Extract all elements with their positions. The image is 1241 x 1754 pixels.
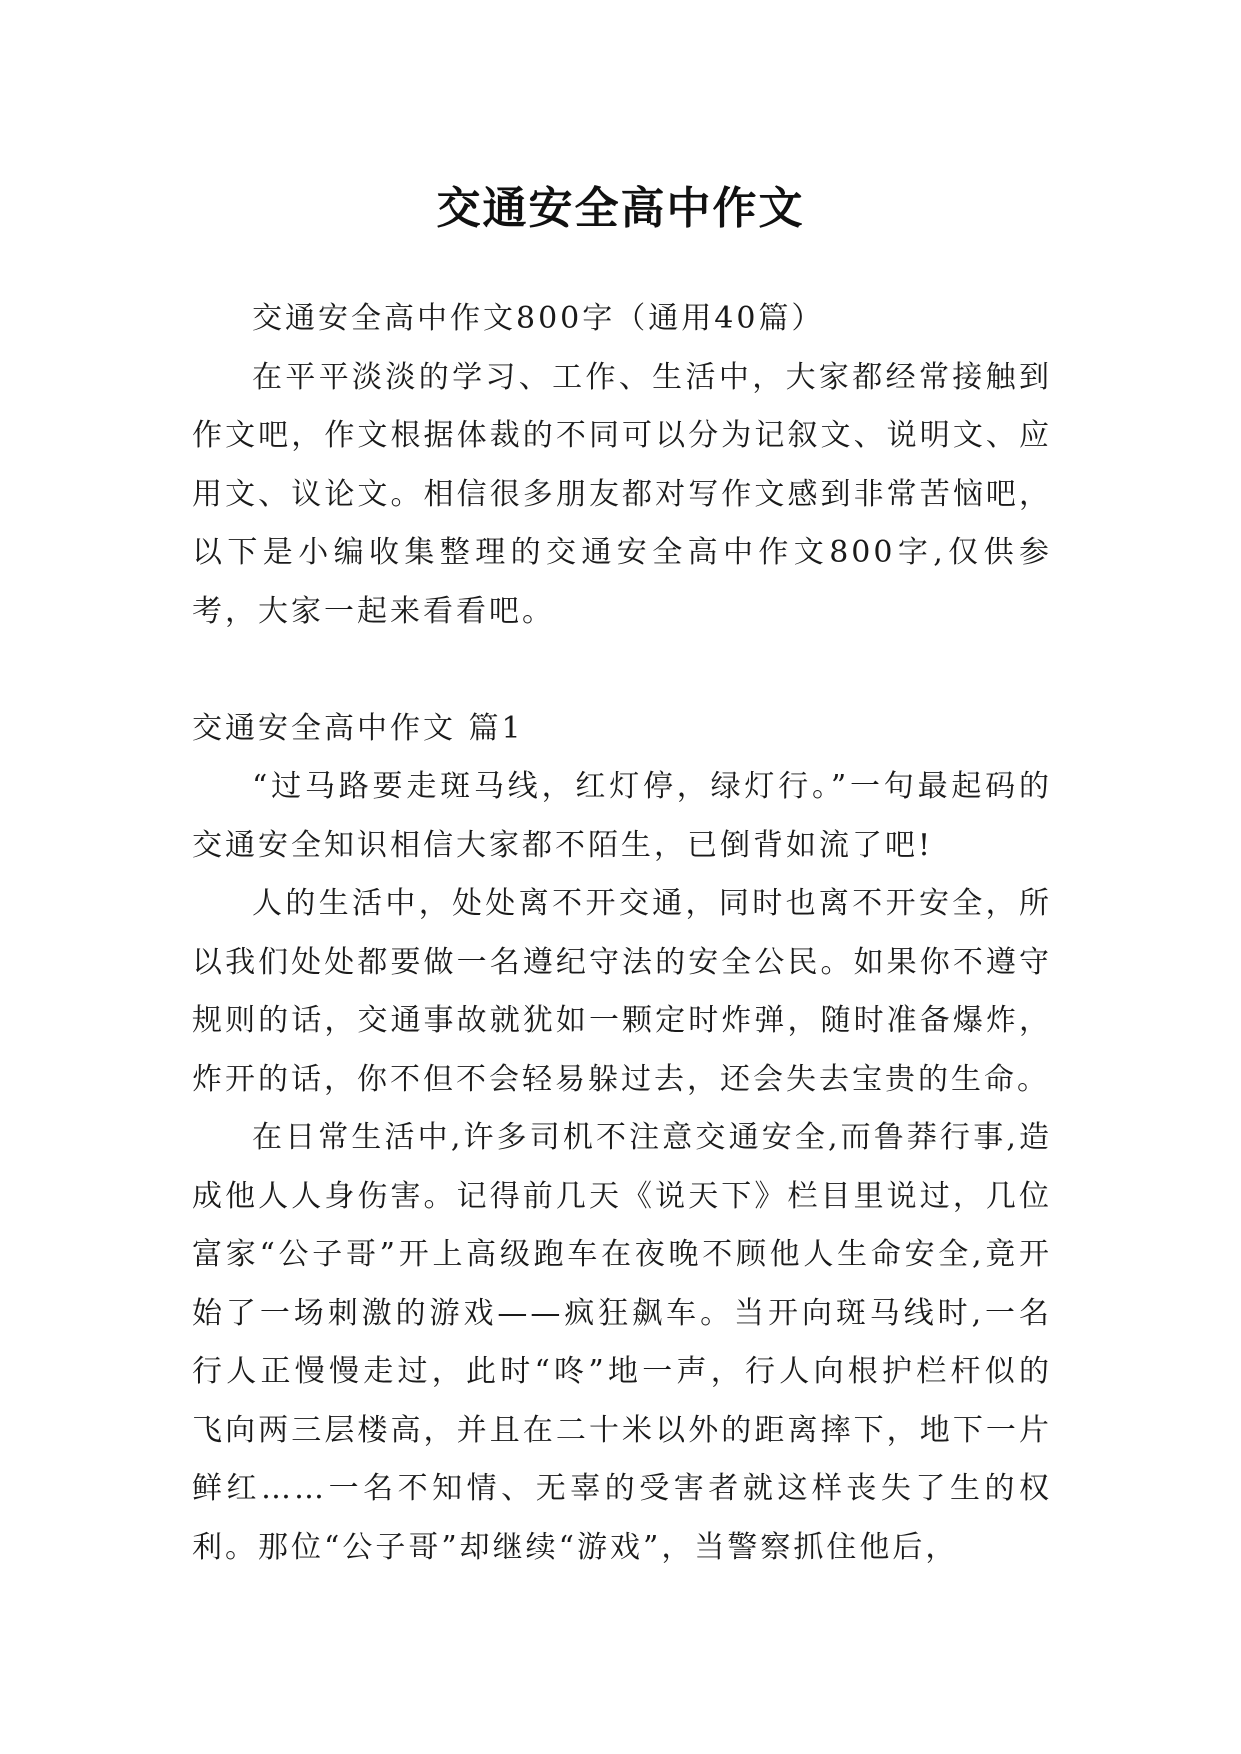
document-subtitle: 交通安全高中作文800字（通用40篇） <box>252 301 825 336</box>
document-body <box>192 290 1052 1577</box>
section-heading: 交通安全高中作文 篇1 <box>192 710 524 746</box>
body-paragraph: “过马路要走斑马线，红灯停，绿灯行。”一句最起码的交通安全知识相信大家都不陌生，已倒背如流了吧! <box>192 769 1052 863</box>
body-paragraph: 在日常生活中,许多司机不注意交通安全,而鲁莽行事,造成他人人身伤害。记得前几天《说天下》栏目里说过，几位富家“公子哥”开上高级跑车在夜晚不顾他人生命安全,竟开始了一场刺激的游戏——疯狂飙车。当开向斑马线时,一名行人正慢慢走过，此时“咚”地一声，行人向根护栏杆似的飞向两三层楼高，并且在二十米以外的距离摔下，地下一片鲜红……一名不知情、无辜的受害者就这样丧失了生的权利。那位“公子哥”却继续“游戏”，当警察抓住他后， <box>192 1120 1052 1565</box>
intro-paragraph: 在平平淡淡的学习、工作、生活中，大家都经常接触到作文吧，作文根据体裁的不同可以分为记叙文、说明文、应用文、议论文。相信很多朋友都对写作文感到非常苦恼吧，以下是小编收集整理的交通安全高中作文800字,仅供参考，大家一起来看看吧。 <box>192 359 1052 629</box>
body-paragraph: 人的生活中，处处离不开交通，同时也离不开安全，所以我们处处都要做一名遵纪守法的安全公民。如果你不遵守规则的话，交通事故就犹如一颗定时炸弹，随时准备爆炸，炸开的话，你不但不会轻易躲过去，还会失去宝贵的生命。 <box>192 886 1052 1097</box>
page-title: 交通安全高中作文 <box>436 183 805 235</box>
